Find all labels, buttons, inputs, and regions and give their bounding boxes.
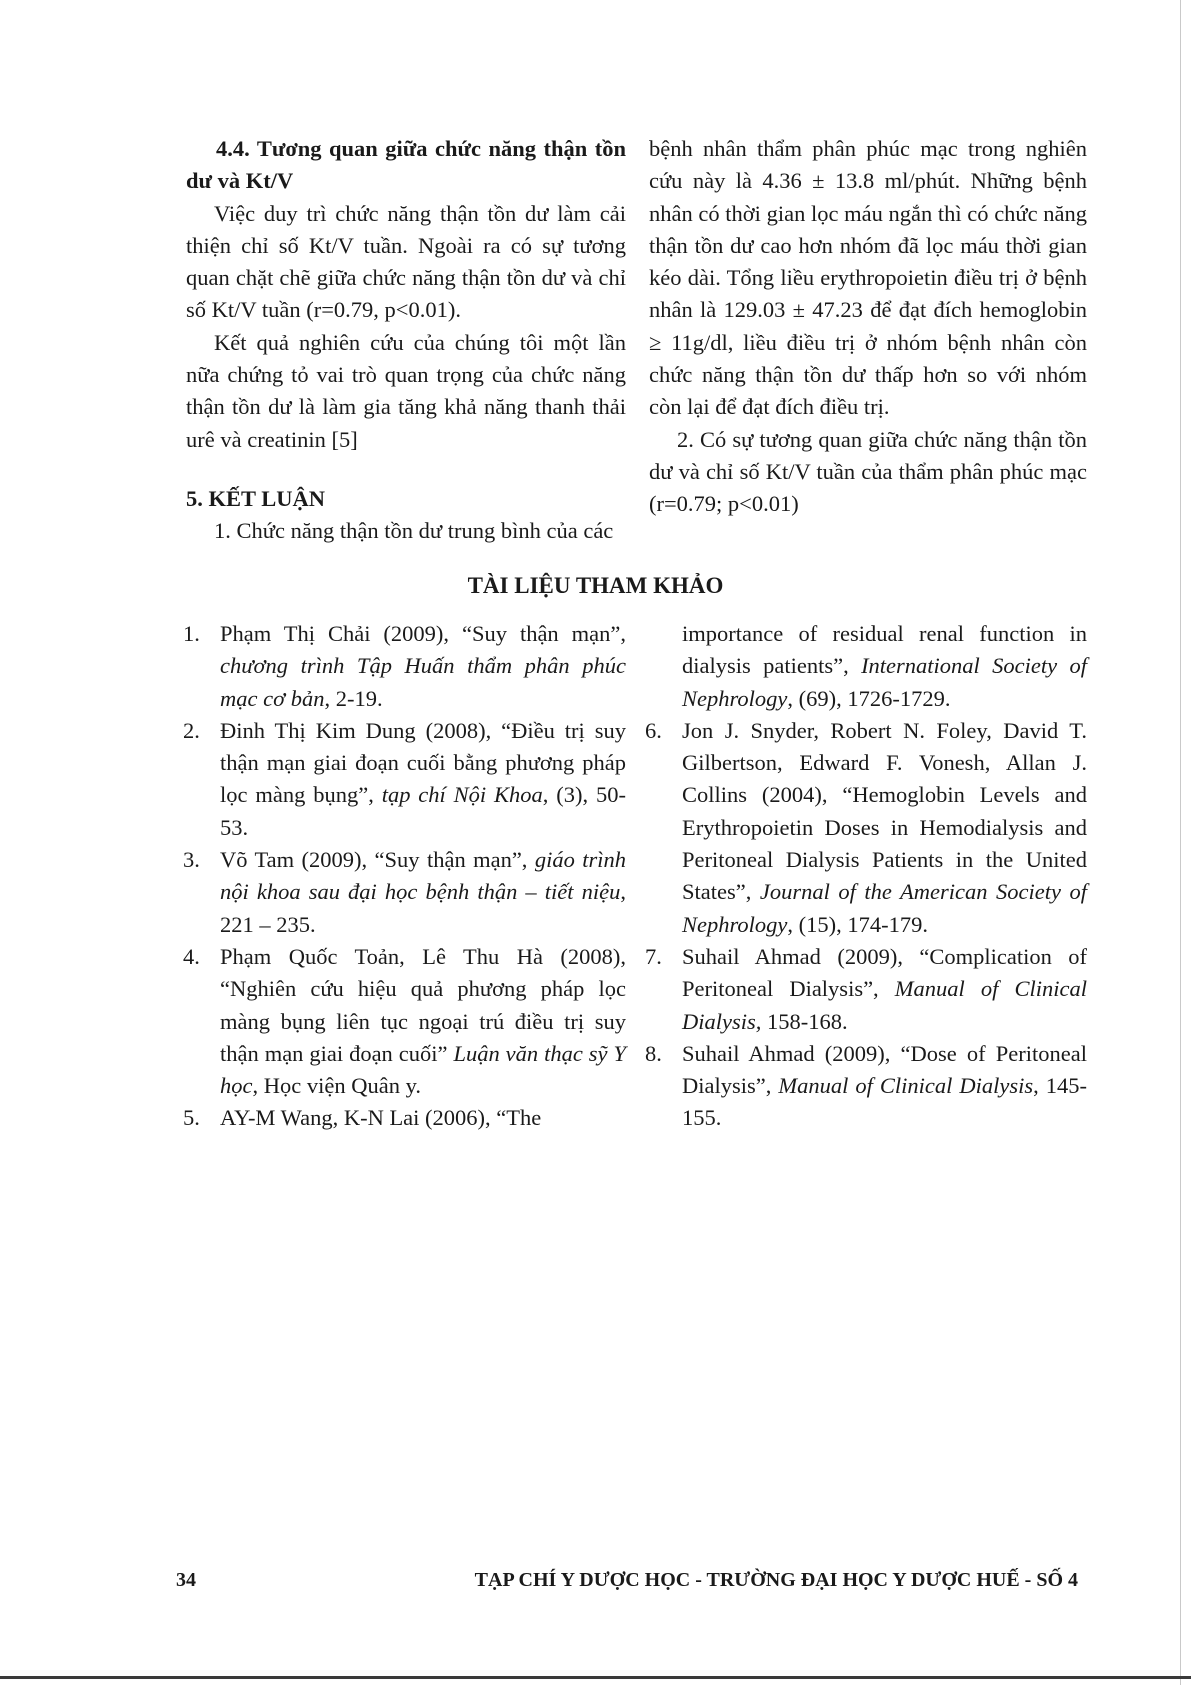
reference-pages: , (15), 174-179.: [787, 911, 929, 937]
reference-authors: Suhail Ahmad (2009), “Complication of Peritoneal Dialysis”,: [682, 943, 1087, 1002]
reference-source: Luận văn thạc sỹ Y học: [220, 1040, 626, 1099]
reference-text: [682, 715, 1087, 941]
reference-authors: Phạm Thị Chải (2009), “Suy thận mạn”,: [220, 621, 626, 646]
reference-item: [645, 1038, 1087, 1135]
reference-text: [220, 844, 626, 941]
reference-number: 1.: [183, 621, 200, 646]
reference-text: [220, 715, 626, 844]
reference-authors: Suhail Ahmad (2009), “Dose of Peritoneal Dialysis”,: [682, 1040, 1087, 1099]
reference-pages: 158-168.: [761, 1008, 848, 1034]
reference-authors: importance of residual renal function in dialysis patients”,: [682, 621, 1087, 679]
reference-number: 7.: [645, 943, 662, 969]
reference-item: [183, 941, 626, 1102]
reference-number: 8.: [645, 1040, 662, 1066]
reference-source: tạp chí Nội Khoa: [381, 782, 543, 808]
page-bottom-border: [0, 1676, 1191, 1679]
reference-pages: , 221 – 235.: [220, 879, 626, 937]
reference-authors: Phạm Quốc Toản, Lê Thu Hà (2008), “Nghiên cứu hiệu quả phương pháp lọc màng bụng liên tục ngoại trú điều trị suy thận mạn giai đoạn cuối”: [220, 943, 626, 1066]
references-right-column: [645, 618, 1087, 1135]
journal-footer: TẠP CHÍ Y DƯỢC HỌC - TRƯỜNG ĐẠI HỌC Y DƯỢC HUẾ - SỐ 4: [474, 1569, 1078, 1591]
references-title: TÀI LIỆU THAM KHẢO: [467, 573, 724, 598]
reference-number: 4.: [183, 943, 200, 969]
reference-item: [645, 941, 1087, 1038]
reference-text: [220, 618, 626, 715]
section-4-4-heading: 4.4. Tương quan giữa chức năng thận tồn dư và Kt/V: [186, 136, 626, 194]
reference-text: [682, 1038, 1087, 1135]
reference-pages: , (3), 50-53.: [220, 782, 627, 840]
reference-authors: AY-M Wang, K-N Lai (2006), “The: [220, 1105, 542, 1131]
reference-number: 2.: [183, 717, 200, 743]
reference-item: [183, 844, 626, 941]
reference-text: [682, 941, 1087, 1038]
conclusion-point-1-continued: bệnh nhân thẩm phân phúc mạc trong nghiên cứu này là 4.36 ± 13.8 ml/phút. Những bệnh nhân có thời gian lọc máu ngắn thì có chức năng thận tồn dư cao hơn nhóm đã lọc máu thời gian kéo dài. Tổng liều erythropoietin điều trị ở bệnh nhân là 129.03 ± 47.23 để đạt đích hemoglobin ≥ 11g/dl, liều điều trị ở nhóm bệnh nhân còn chức năng thận tồn dư thấp hơn so với nhóm còn lại để đạt đích điều trị.: [649, 136, 1087, 420]
reference-text: [220, 941, 626, 1102]
reference-authors: Jon J. Snyder, Robert N. Foley, David T. Gilbertson, Edward F. Vonesh, Allan J. Collins (2004), “Hemoglobin Levels and Erythropoietin Doses in Hemodialysis and Peritoneal Dialysis Patients in the United States”,: [682, 717, 1087, 905]
reference-pages: , 2-19.: [324, 685, 383, 711]
conclusion-point-2: 2. Có sự tương quan giữa chức năng thận tồn dư và chỉ số Kt/V tuần của thẩm phân phúc mạc (r=0.79; p<0.01): [649, 426, 1087, 517]
reference-text: [220, 1102, 626, 1134]
reference-pages: , (69), 1726-1729.: [787, 685, 951, 711]
reference-pages: , Học viện Quân y.: [252, 1073, 421, 1099]
section-4-4-paragraph-1: Việc duy trì chức năng thận tồn dư làm cải thiện chỉ số Kt/V tuần. Ngoài ra có sự tương quan chặt chẽ giữa chức năng thận tồn dư và chỉ số Kt/V tuần (r=0.79, p<0.01).: [186, 200, 626, 323]
page-edge-line: [1180, 0, 1181, 1685]
reference-pages: , 145-155.: [682, 1073, 1087, 1131]
reference-source: giáo trình nội khoa sau đại học bệnh thận – tiết niệu: [220, 847, 627, 905]
reference-source: Manual of Clinical Dialysis: [778, 1073, 1034, 1099]
reference-source: chương trình Tập Huấn thẩm phân phúc mạc cơ bản: [220, 653, 626, 711]
section-4-4-paragraph-2: Kết quả nghiên cứu của chúng tôi một lần nữa chứng tỏ vai trò quan trọng của chức năng thận tồn dư là làm gia tăng khả năng thanh thải urê và creatinin [5]: [186, 329, 626, 452]
conclusion-point-1: 1. Chức năng thận tồn dư trung bình của các: [214, 518, 614, 544]
conclusion-point-1-part-1: [186, 515, 626, 547]
reference-authors: Võ Tam (2009), “Suy thận mạn”,: [220, 847, 535, 873]
reference-source: Manual of Clinical Dialysis,: [682, 976, 1087, 1034]
page-number: 34: [176, 1569, 196, 1591]
reference-authors: Đinh Thị Kim Dung (2008), “Điều trị suy thận mạn giai đoạn cuối bằng phương pháp lọc màng bụng”,: [220, 717, 626, 808]
reference-source: Journal of the American Society of Nephrology: [682, 879, 1088, 937]
reference-item: [645, 618, 1087, 715]
reference-number: 6.: [645, 717, 662, 743]
reference-item: [183, 715, 626, 844]
left-column: [186, 133, 626, 548]
reference-item: [183, 1102, 626, 1134]
reference-text: [645, 618, 1087, 715]
reference-source: International Society of Nephrology: [682, 653, 1087, 711]
section-5-heading: 5. KẾT LUẬN: [186, 485, 325, 511]
reference-item: [183, 618, 626, 715]
right-column: [649, 133, 1087, 521]
reference-item: [645, 715, 1087, 941]
references-left-column: [183, 618, 626, 1135]
reference-number: 3.: [183, 847, 200, 873]
reference-number: 5.: [183, 1105, 200, 1131]
